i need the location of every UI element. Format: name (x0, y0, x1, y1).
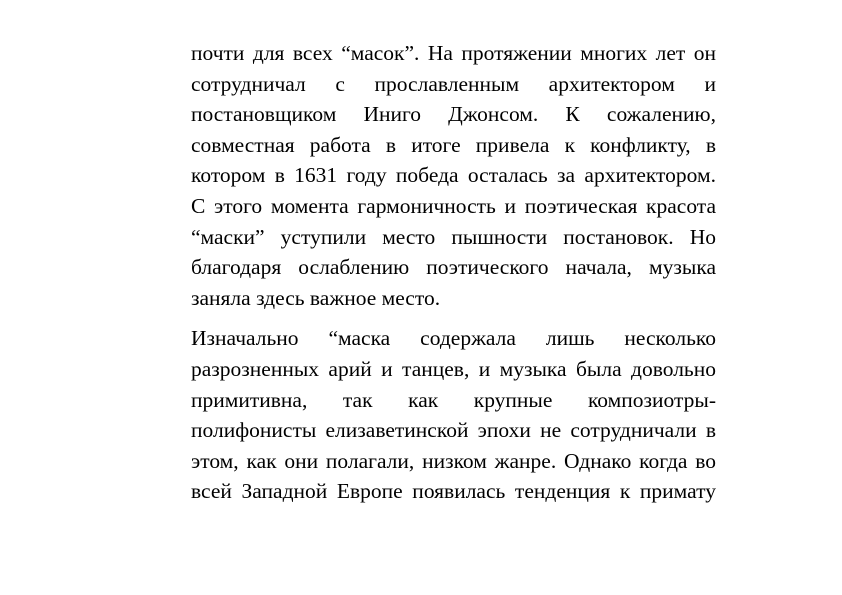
text-line: примитивна, так как крупные композиотры- (191, 387, 716, 412)
text-line: Изначально “маска содержала лишь несколько (191, 326, 716, 351)
text-line: “маски” уступили место пышности постановок. Но (191, 224, 716, 249)
text-line: котором в 1631 году победа осталась за архитектором. (191, 163, 716, 188)
text-line: разрозненных арий и танцев, и музыка была довольно (191, 356, 716, 381)
text-line: всей Западной Европе появилась тенденция к примату (191, 479, 716, 504)
text-line: сотрудничал с прославленным архитектором и (191, 71, 716, 96)
text-line: полифонисты елизаветинской эпохи не сотрудничали в (191, 418, 716, 443)
text-line: постановщиком Иниго Джонсом. К сожалению, (191, 102, 716, 127)
text-line: благодаря ослаблению поэтического начала, музыка (191, 255, 716, 280)
text-line: почти для всех “масок”. На протяжении многих лет он (191, 41, 716, 65)
text-line: С этого момента гармоничность и поэтическая красота (191, 193, 716, 218)
paragraph-1 (191, 38, 716, 313)
text-line: заняла здесь важное место. (191, 285, 441, 310)
paragraph-2 (191, 323, 716, 507)
text-line: совместная работа в итоге привела к конфликту, в (191, 132, 716, 157)
text-line: этом, как они полагали, низком жанре. Однако когда во (191, 448, 716, 473)
body-text (191, 38, 716, 507)
